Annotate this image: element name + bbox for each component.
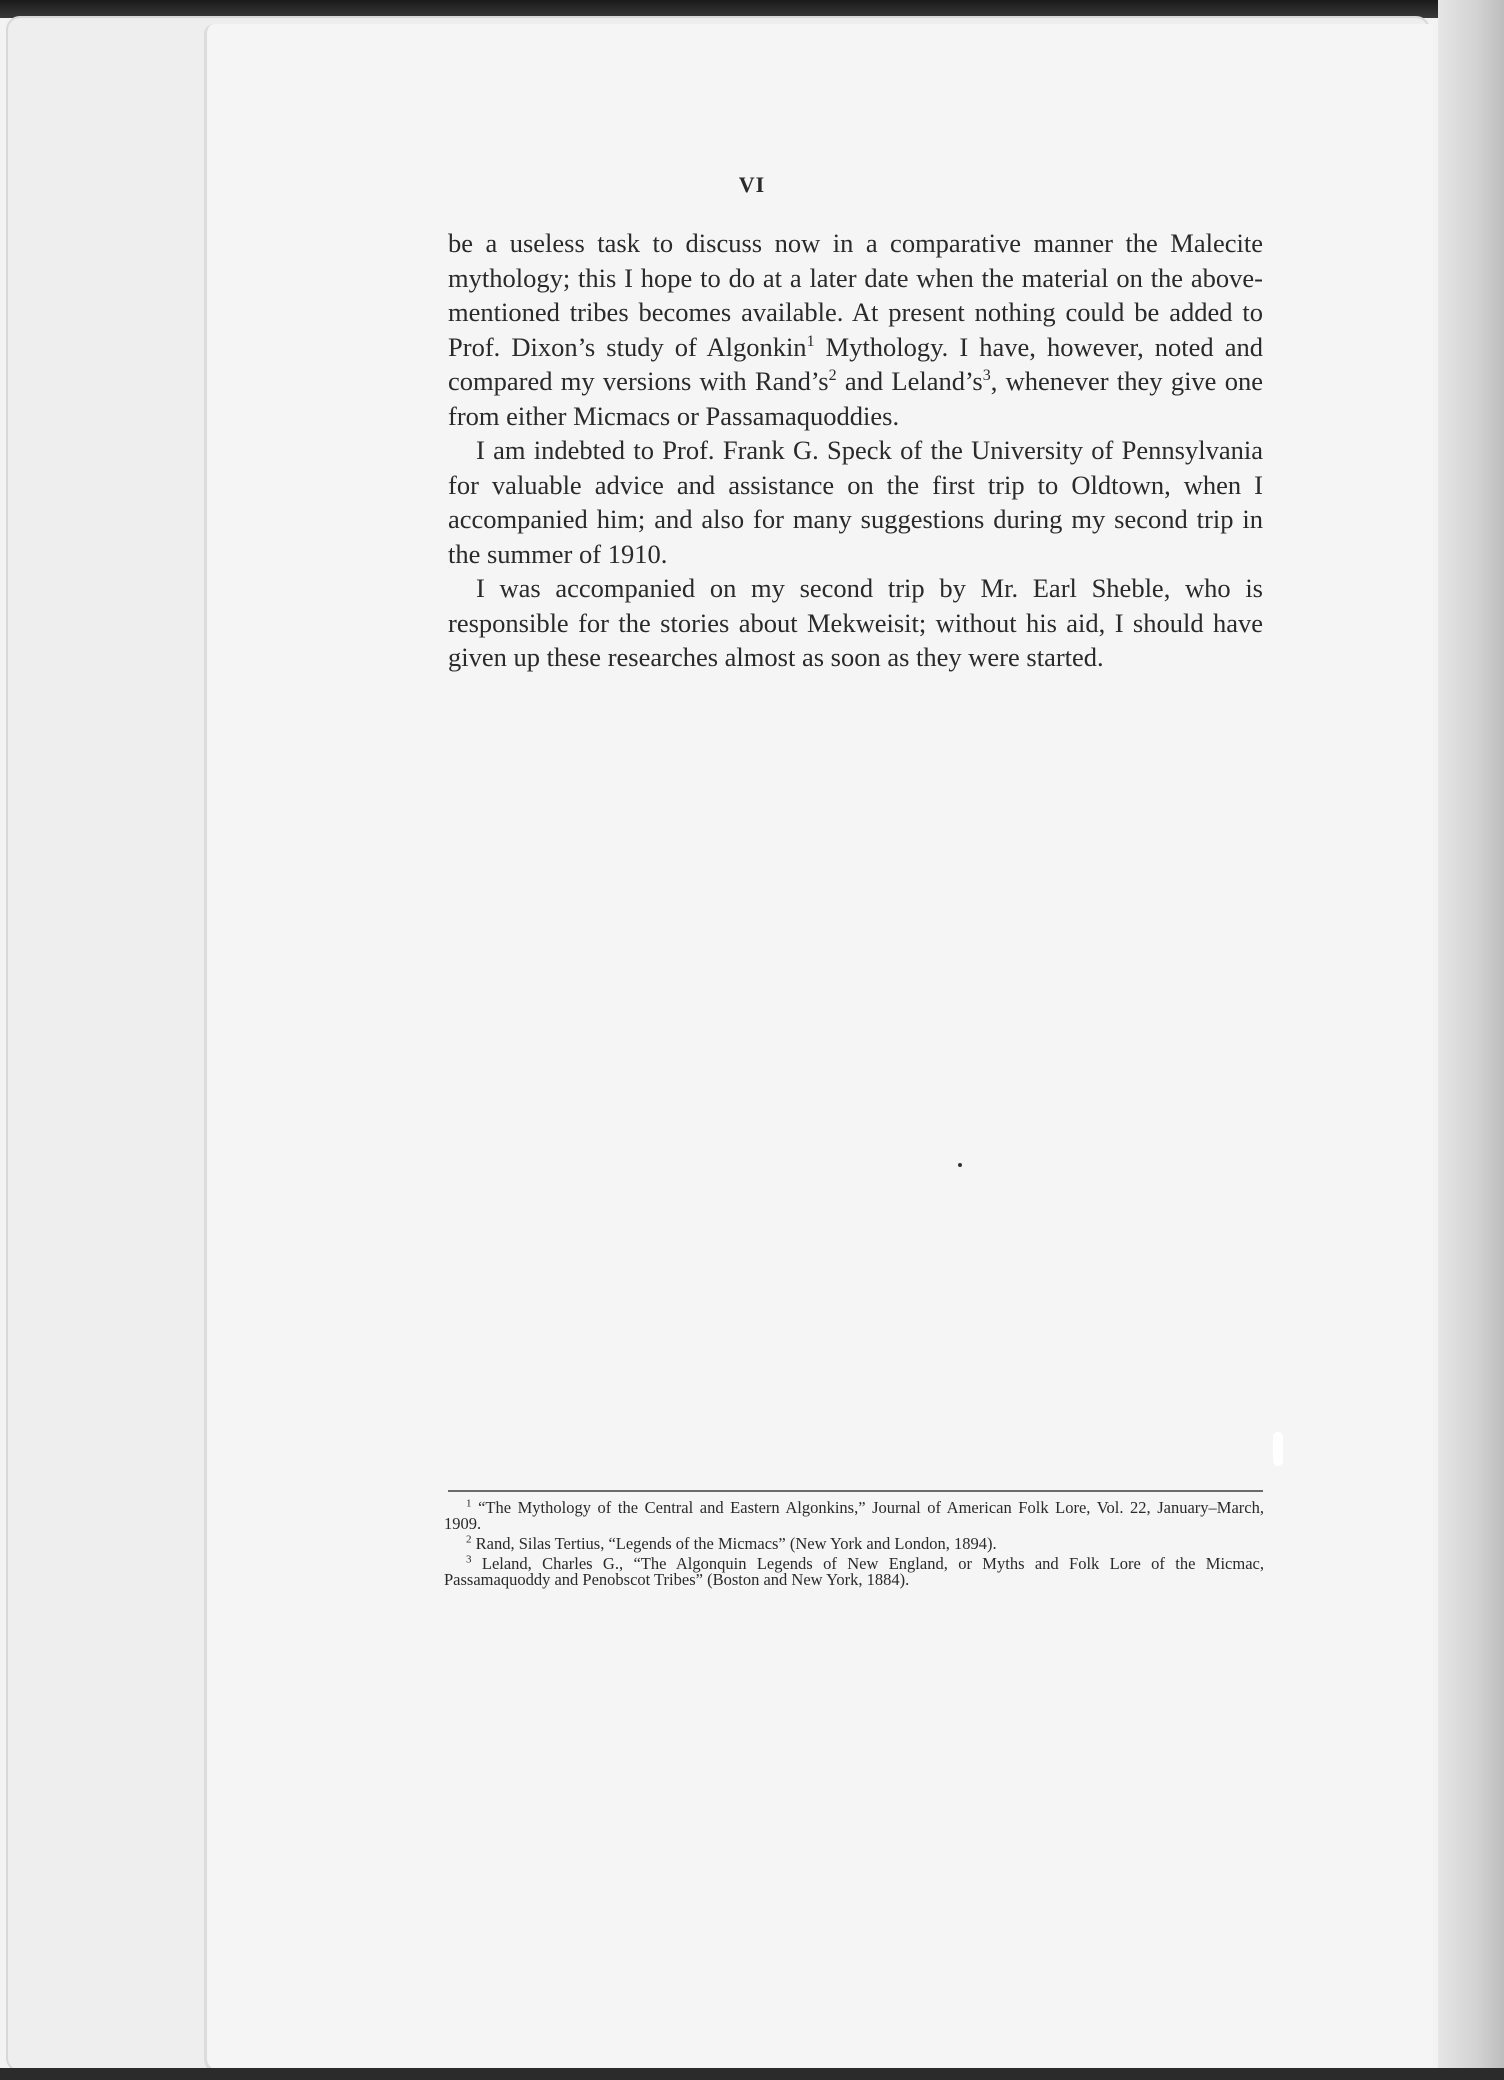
paper-blemish <box>1273 1432 1283 1466</box>
paragraph-3-text: I was accompanied on my second trip by Mr. Earl Sheble, who is responsible for the stories about Mekweisit; without his aid, I should have given up these researches almost as soon as they were started. <box>448 573 1263 672</box>
ink-speck <box>958 1163 962 1167</box>
footnote-marker-3: 3 <box>466 1553 472 1566</box>
paragraph-2-text: I am indebted to Prof. Frank G. Speck of the University of Pennsylvania for valuable advice and assistance on the first trip to Oldtown, when I accompanied him; and also for many suggestions during my second trip in the summer of 1910. <box>448 435 1263 569</box>
footnote-ref-2: 2 <box>828 367 837 385</box>
page-number: VI <box>738 172 766 197</box>
footnote-marker-1: 1 <box>466 1497 472 1510</box>
footnote-1 <box>444 1497 1264 1533</box>
paragraph-1-text-b: Mythology. I have, however, noted and compared my versions with Rand’s <box>448 331 1263 396</box>
body-text <box>448 226 1263 675</box>
paragraph-1-text-d: , whenever they give one from either Micmacs or Passamaquoddies. <box>448 366 1264 431</box>
footnote-divider <box>448 1490 1263 1492</box>
scanner-edge-right <box>1438 0 1504 2080</box>
footnotes <box>444 1497 1264 1592</box>
paragraph-1-text-a: be a useless task to discuss now in a comparative manner the Malecite mythology; this I hope to do at a later date when the material on the above-mentioned tribes becomes available. At present nothing could be added to Prof. Dixon’s study of Algonkin <box>448 228 1263 362</box>
paragraph-1-text-c: and Leland’s <box>836 366 983 396</box>
scanner-edge-bottom <box>0 2068 1504 2080</box>
paragraph-3 <box>448 571 1263 675</box>
footnote-marker-2: 2 <box>466 1533 472 1546</box>
footnote-1-text: “The Mythology of the Central and Eastern Algonkins,” Journal of American Folk Lore, Vol. 22, January–March, 1909. <box>444 1498 1264 1533</box>
paragraph-2 <box>448 433 1263 571</box>
footnote-3-text: Leland, Charles G., “The Algonquin Legends of New England, or Myths and Folk Lore of the Micmac, Passamaquoddy and Penobscot Tribes” (Boston and New York, 1884). <box>444 1554 1264 1589</box>
footnote-ref-3: 3 <box>982 367 991 385</box>
footnote-2 <box>444 1533 1264 1553</box>
footnote-2-text: Rand, Silas Tertius, “Legends of the Micmacs” (New York and London, 1894). <box>471 1534 997 1553</box>
footnote-ref-1: 1 <box>806 332 815 350</box>
footnote-3 <box>444 1553 1264 1589</box>
paragraph-1 <box>448 226 1263 433</box>
